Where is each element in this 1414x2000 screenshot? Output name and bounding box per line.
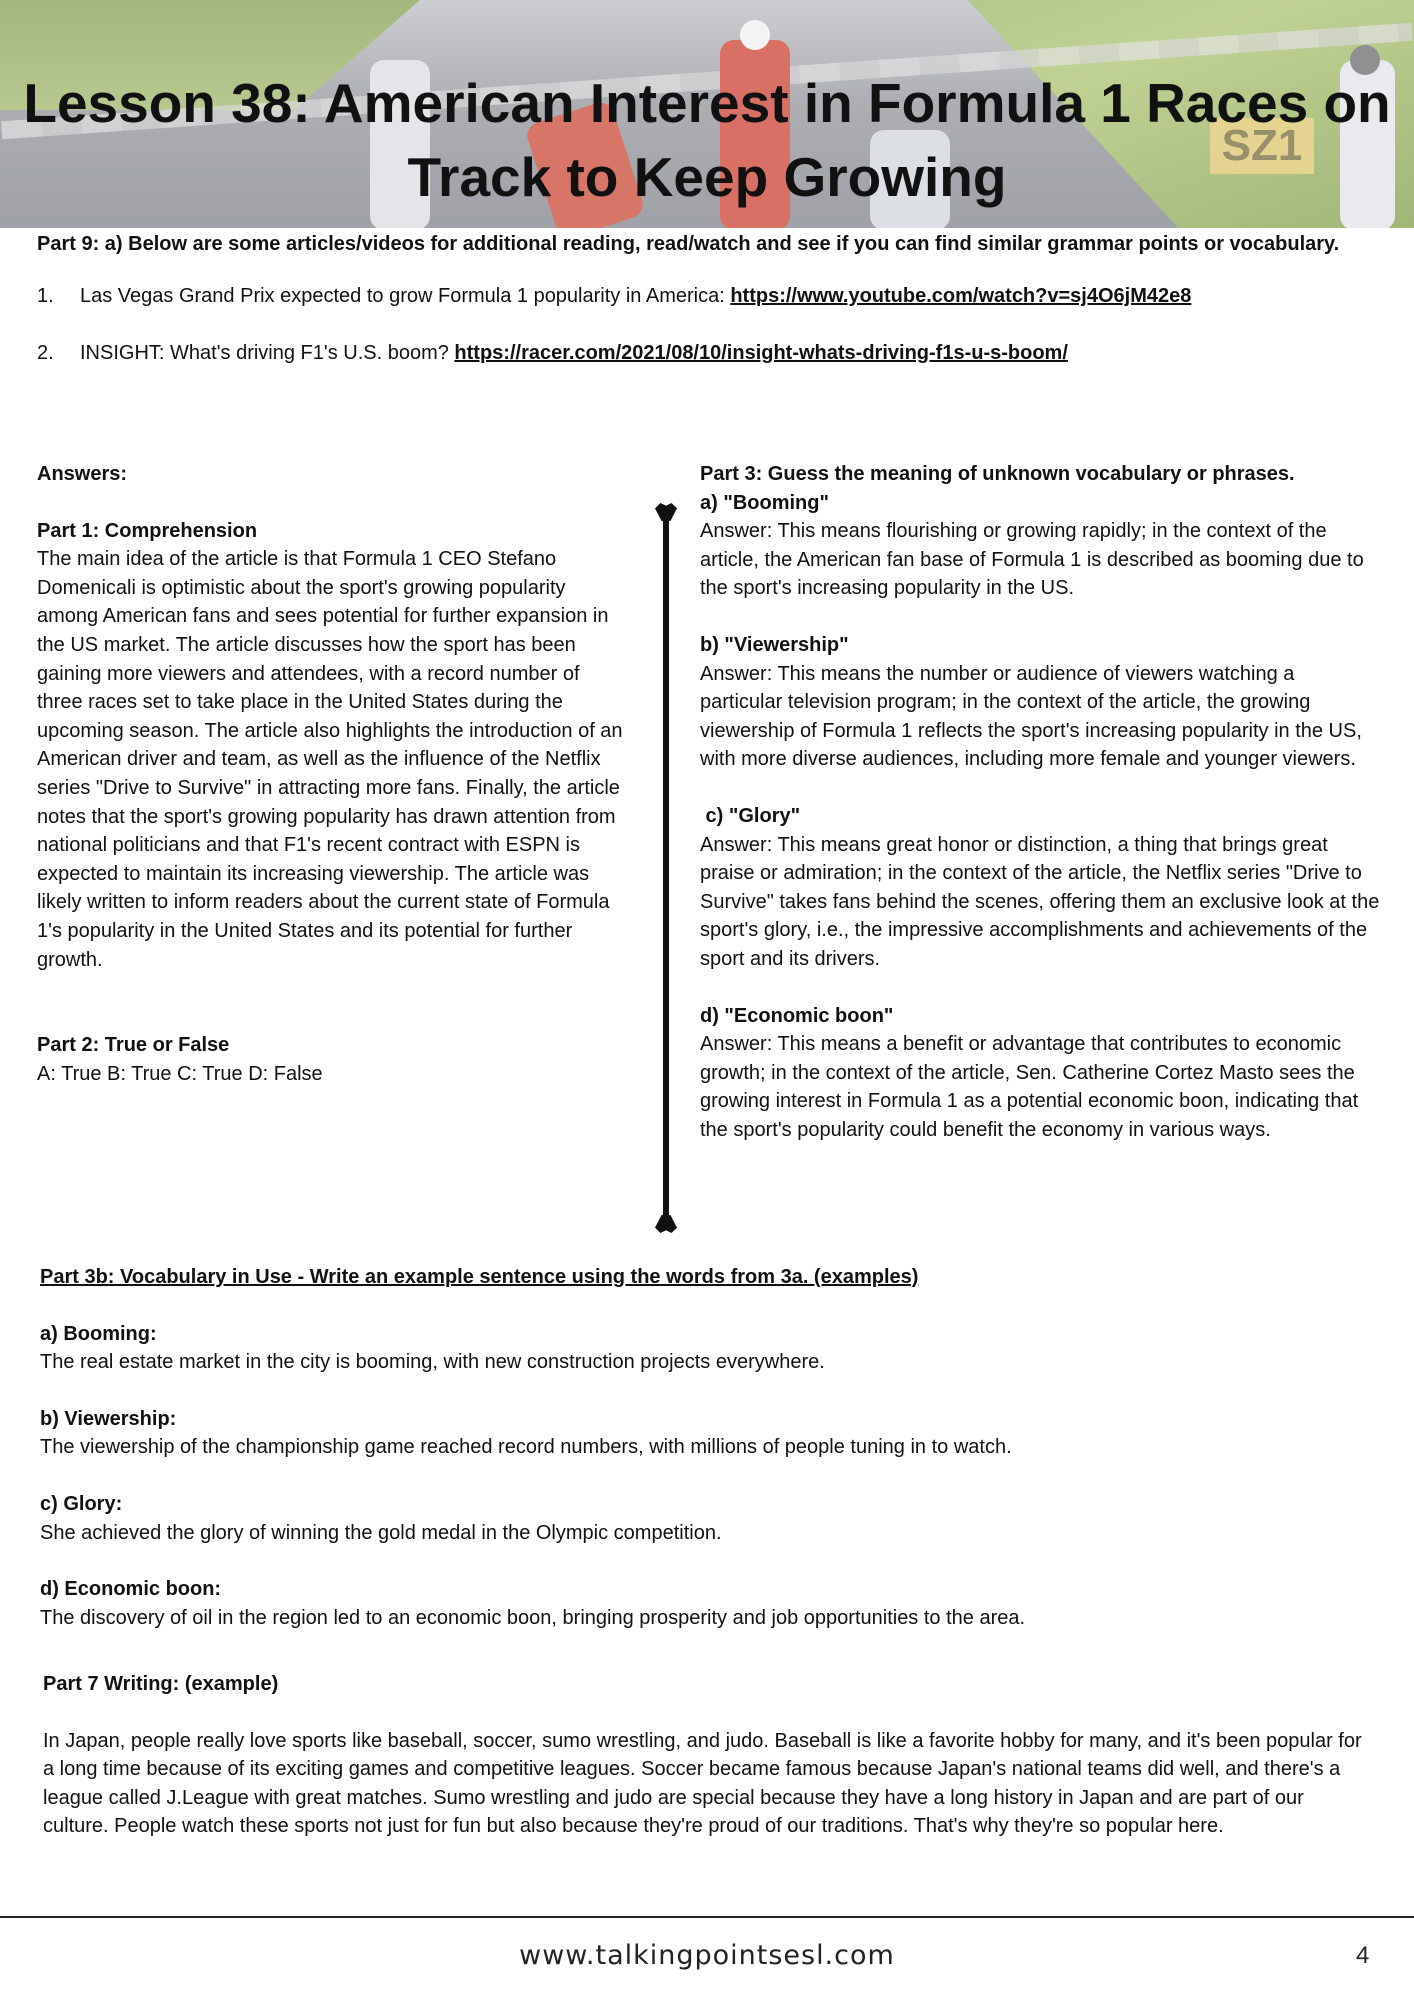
list-item bbox=[40, 1490, 1370, 1547]
list-item-text: Las Vegas Grand Prix expected to grow Formula 1 popularity in America: bbox=[80, 285, 731, 307]
part2-text: A: True B: True C: True D: False bbox=[37, 1062, 323, 1085]
footer-website: www.talkingpointsesl.com bbox=[519, 1940, 895, 1971]
vocab-answer: Answer: This means great honor or distinction, a thing that brings great praise or admiration; in the context of the article, the Netflix series "Drive to Survive" takes fans behind the scenes, offering them an exclusive look at the sport's glory, i.e., the impressive accomplishments and achievements of the sport and its drivers. bbox=[700, 833, 1380, 970]
part7-section bbox=[43, 1670, 1373, 1841]
vocab-term: b) Viewership: bbox=[40, 1407, 177, 1430]
page-title: Lesson 38: American Interest in Formula 1 Races on Track to Keep Growing bbox=[23, 72, 1391, 208]
footer-divider bbox=[0, 1916, 1414, 1918]
vocab-term: a) "Booming" bbox=[700, 491, 829, 514]
answers-heading: Answers: bbox=[37, 463, 128, 485]
list-item bbox=[40, 1575, 1370, 1632]
part3-heading: Part 3: Guess the meaning of unknown vocabulary or phrases. bbox=[700, 463, 1295, 485]
list-item-text: INSIGHT: What's driving F1's U.S. boom? bbox=[80, 342, 455, 364]
column-divider bbox=[660, 503, 672, 1233]
vocab-term: d) "Economic boon" bbox=[700, 1004, 894, 1027]
part3b-section bbox=[40, 1263, 1370, 1632]
part3b-heading: Part 3b: Vocabulary in Use - Write an example sentence using the words from 3a. (examples) bbox=[40, 1266, 919, 1288]
list-item bbox=[40, 1405, 1370, 1462]
part3-column bbox=[700, 460, 1380, 1144]
example-sentence: The real estate market in the city is booming, with new construction projects everywhere. bbox=[40, 1351, 825, 1374]
racer-link[interactable]: https://racer.com/2021/08/10/insight-whats-driving-f1s-u-s-boom/ bbox=[454, 342, 1068, 364]
vocab-term: d) Economic boon: bbox=[40, 1578, 222, 1601]
vocab-answer: Answer: This means flourishing or growing rapidly; in the context of the article, the American fan base of Formula 1 is described as booming due to the sport's increasing popularity in the US. bbox=[700, 520, 1364, 600]
vocab-term: a) Booming: bbox=[40, 1322, 157, 1345]
example-sentence: She achieved the glory of winning the gold medal in the Olympic competition. bbox=[40, 1521, 722, 1544]
part9-heading: Part 9: a) Below are some articles/videos for additional reading, read/watch and see if you can find similar grammar points or vocabulary. bbox=[37, 233, 1340, 255]
vocab-term: c) Glory: bbox=[40, 1492, 123, 1515]
part9-list bbox=[37, 282, 1357, 367]
answers-column bbox=[37, 460, 627, 1088]
divider-finial-top bbox=[655, 503, 677, 521]
page-number: 4 bbox=[1356, 1942, 1370, 1969]
vocab-term: b) "Viewership" bbox=[700, 633, 849, 656]
example-sentence: The discovery of oil in the region led to an economic boon, bringing prosperity and job opportunities to the area. bbox=[40, 1606, 1026, 1629]
divider-finial-bottom bbox=[655, 1215, 677, 1233]
youtube-link[interactable]: https://www.youtube.com/watch?v=sj4O6jM42e8 bbox=[730, 285, 1192, 307]
part1-heading: Part 1: Comprehension bbox=[37, 519, 258, 542]
list-item: 1. Las Vegas Grand Prix expected to grow Formula 1 popularity in America: https://www.youtube.com/watch?v=sj4O6jM42e8 bbox=[37, 285, 1192, 307]
example-sentence: The viewership of the championship game reached record numbers, with millions of people tuning in to watch. bbox=[40, 1436, 1012, 1459]
list-item: 2. INSIGHT: What's driving F1's U.S. boom? https://racer.com/2021/08/10/insight-whats-driving-f1s-u-s-boom/ bbox=[37, 342, 1068, 364]
part2-heading: Part 2: True or False bbox=[37, 1034, 230, 1057]
vocab-term: c) "Glory" bbox=[700, 804, 801, 827]
part7-text: In Japan, people really love sports like baseball, soccer, sumo wrestling, and judo. Baseball is like a favorite hobby for many, and it's been popular for a long time because of its exciting games and competitive leagues. Soccer became famous because Japan's national teams did well, and there's a league called J.League with great matches. Sumo wrestling and judo are special because they have a long history in Japan and are part of our culture. People watch these sports not just for fun but also because they're proud of our traditions. That's why they're so popular here. bbox=[43, 1729, 1362, 1838]
header-banner bbox=[0, 0, 1414, 228]
list-item bbox=[40, 1320, 1370, 1377]
part1-text: The main idea of the article is that Formula 1 CEO Stefano Domenicali is optimistic about the sport's growing popularity among American fans and sees potential for further expansion in the US market. The article discusses how the sport has been gaining more viewers and attendees, with a record number of three races set to take place in the United States during the upcoming season. The article also highlights the introduction of an American driver and team, as well as the influence of the Netflix series "Drive to Survive" in attracting more fans. Finally, the article notes that the sport's growing popularity has drawn attention from national politicians and that F1's recent contract with ESPN is expected to maintain its increasing viewership. The article was likely written to inform readers about the current state of Formula 1's popularity in the United States and its potential for further growth. bbox=[37, 548, 623, 971]
vocab-answer: Answer: This means a benefit or advantage that contributes to economic growth; in the context of the article, Sen. Catherine Cortez Masto sees the growing interest in Formula 1 as a potential economic boon, indicating that the sport's popularity could benefit the economy in various ways. bbox=[700, 1033, 1359, 1141]
part9-section bbox=[37, 230, 1357, 396]
vocab-answer: Answer: This means the number or audience of viewers watching a particular television program; in the context of the article, the growing viewership of Formula 1 reflects the sport's increasing popularity in the US, with more diverse audiences, including more female and younger viewers. bbox=[700, 662, 1362, 771]
part7-heading: Part 7 Writing: (example) bbox=[43, 1673, 279, 1695]
banner-sign: SZ1 bbox=[1210, 118, 1314, 174]
